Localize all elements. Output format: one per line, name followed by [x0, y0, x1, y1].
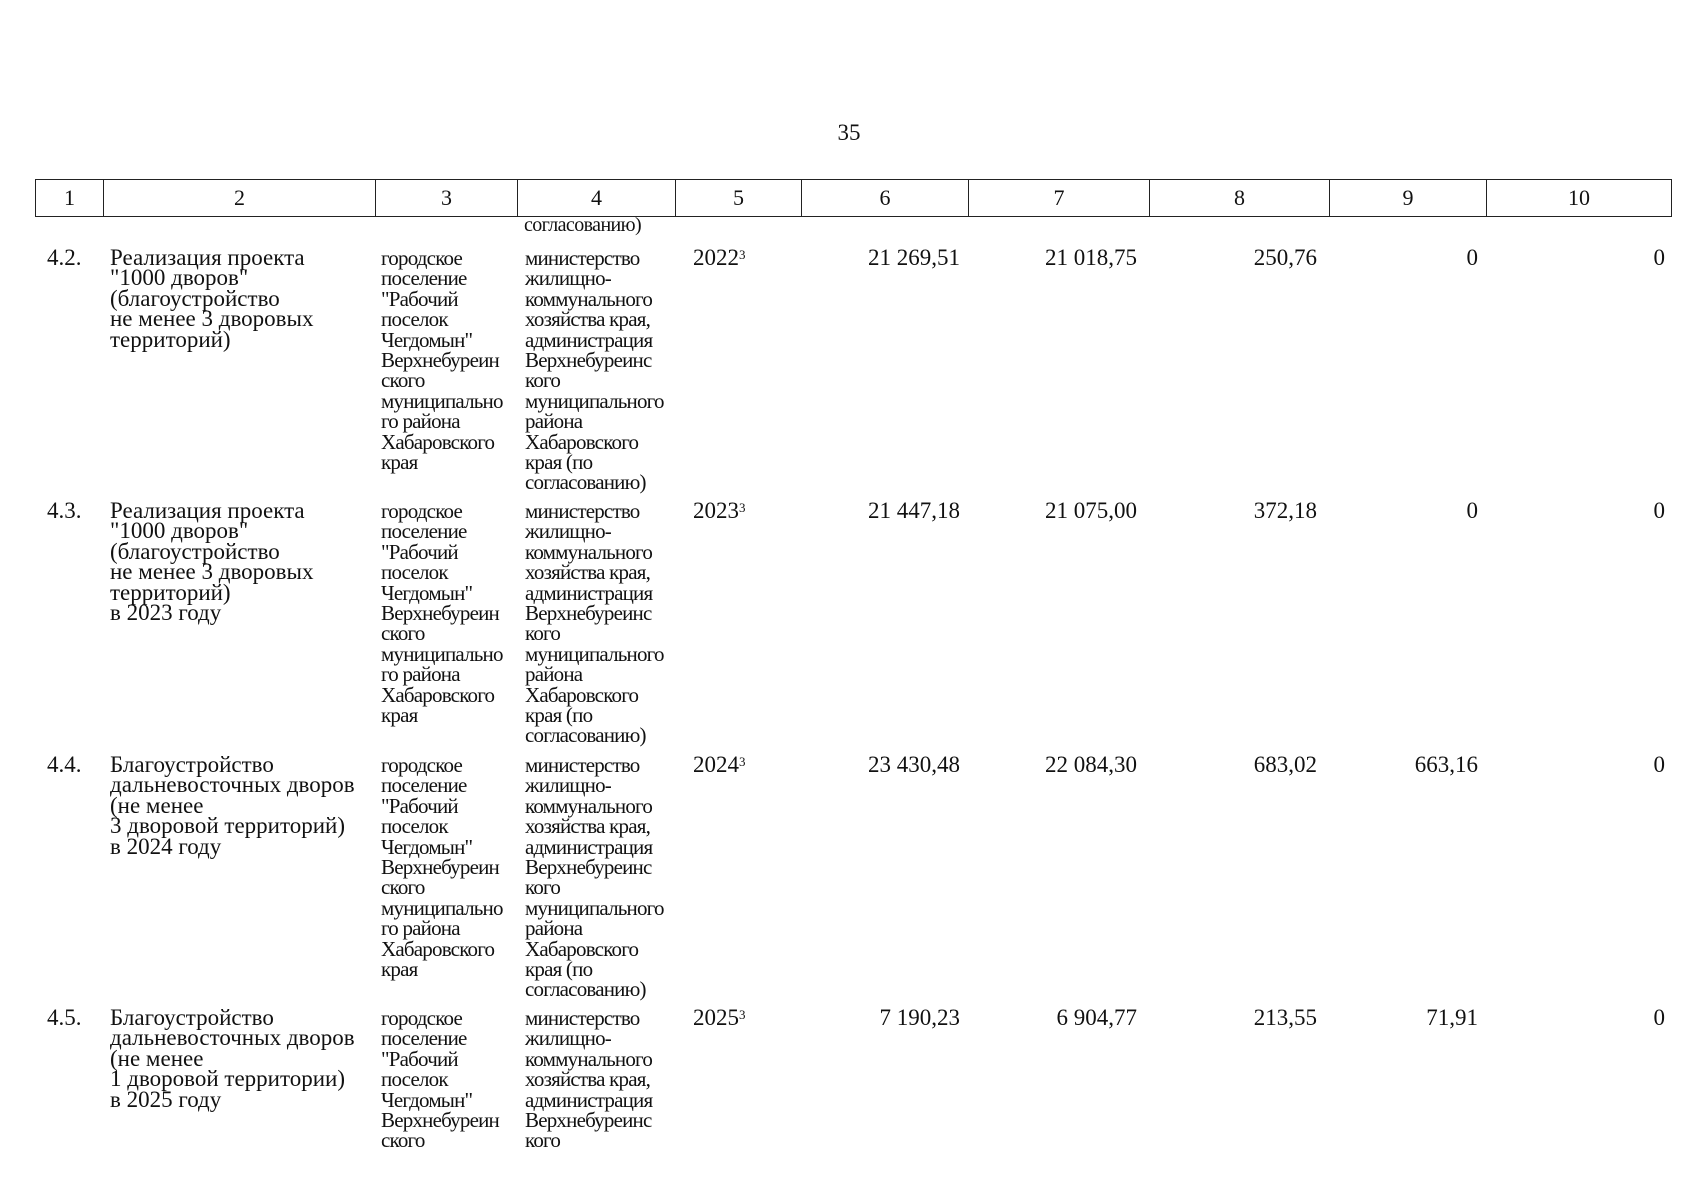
value-col-8: 372,18	[1253, 498, 1317, 523]
value-col-6: 23 430,48	[868, 752, 960, 777]
column-header-3: 3	[376, 180, 518, 217]
year-footnote: 3	[739, 500, 746, 515]
executor: городское поселение "Рабочий поселок Чегдомын" Верхнебуреин ского муниципально го района Хабаровского края	[381, 753, 503, 982]
year-value: 2024	[693, 752, 739, 777]
year-value: 2023	[693, 498, 739, 523]
value-col-10: 0	[1653, 498, 1665, 523]
measure-name: Благоустройство дальневосточных дворов (не менее 3 дворовой территорий) в 2024 году	[110, 752, 355, 859]
value-col-7: 22 084,30	[1045, 752, 1137, 777]
column-header-9: 9	[1330, 180, 1487, 217]
year	[693, 245, 773, 270]
value-col-7: 21 075,00	[1045, 498, 1137, 523]
value-col-9: 71,91	[1426, 1005, 1478, 1030]
measure-name: Реализация проекта "1000 дворов" (благоустройство не менее 3 дворовых территорий)	[110, 245, 314, 352]
value-col-7: 6 904,77	[1056, 1005, 1137, 1030]
responsible-body: министерство жилищно- коммунального хозяйства края, администрация Верхнебуреинс кого муниципального района Хабаровского края (по согласованию)	[525, 753, 664, 1002]
value-col-8: 250,76	[1253, 245, 1317, 270]
year-value: 2022	[693, 245, 739, 270]
column-header-8: 8	[1150, 180, 1330, 217]
responsible-body: министерство жилищно- коммунального хозяйства края, администрация Верхнебуреинс кого муниципального района Хабаровского края (по согласованию)	[525, 246, 664, 495]
year-footnote: 3	[739, 247, 746, 262]
responsible-body: министерство жилищно- коммунального хозяйства края, администрация Верхнебуреинс кого	[525, 1006, 653, 1153]
value-col-8: 213,55	[1253, 1005, 1317, 1030]
executor: городское поселение "Рабочий поселок Чегдомын" Верхнебуреин ского муниципально го района Хабаровского края	[381, 246, 503, 475]
value-col-6: 7 190,23	[879, 1005, 960, 1030]
column-header-6: 6	[802, 180, 969, 217]
row-number: 4.4.	[47, 752, 82, 777]
measure-name: Благоустройство дальневосточных дворов (не менее 1 дворовой территории) в 2025 году	[110, 1005, 355, 1112]
value-col-8: 683,02	[1253, 752, 1317, 777]
row-number: 4.5.	[47, 1005, 82, 1030]
value-col-10: 0	[1653, 245, 1665, 270]
value-col-6: 21 447,18	[868, 498, 960, 523]
measure-name: Реализация проекта "1000 дворов" (благоустройство не менее 3 дворовых территорий) в 2023 году	[110, 498, 314, 626]
value-col-10: 0	[1653, 752, 1665, 777]
column-header-4: 4	[518, 180, 676, 217]
executor: городское поселение "Рабочий поселок Чегдомын" Верхнебуреин ского муниципально го района Хабаровского края	[381, 499, 503, 728]
column-header-1: 1	[36, 180, 104, 217]
page-number: 35	[837, 120, 861, 145]
executor: городское поселение "Рабочий поселок Чегдомын" Верхнебуреин ского	[381, 1006, 499, 1153]
column-header-10: 10	[1487, 180, 1672, 217]
value-col-9: 663,16	[1414, 752, 1478, 777]
row-number: 4.3.	[47, 498, 82, 523]
year	[693, 752, 773, 777]
year-value: 2025	[693, 1005, 739, 1030]
column-header-7: 7	[969, 180, 1150, 217]
row-number: 4.2.	[47, 245, 82, 270]
value-col-10: 0	[1653, 1005, 1665, 1030]
responsible-body: министерство жилищно- коммунального хозяйства края, администрация Верхнебуреинс кого муниципального района Хабаровского края (по согласованию)	[525, 499, 664, 748]
year-footnote: 3	[739, 754, 746, 769]
value-col-7: 21 018,75	[1045, 245, 1137, 270]
column-header-2: 2	[104, 180, 376, 217]
year	[693, 498, 773, 523]
continuation-text: согласованию)	[524, 214, 642, 236]
column-header-5: 5	[676, 180, 802, 217]
year-footnote: 3	[739, 1007, 746, 1022]
value-col-9: 0	[1466, 245, 1478, 270]
value-col-6: 21 269,51	[868, 245, 960, 270]
year	[693, 1005, 773, 1030]
value-col-9: 0	[1466, 498, 1478, 523]
column-number-header	[35, 179, 1672, 217]
